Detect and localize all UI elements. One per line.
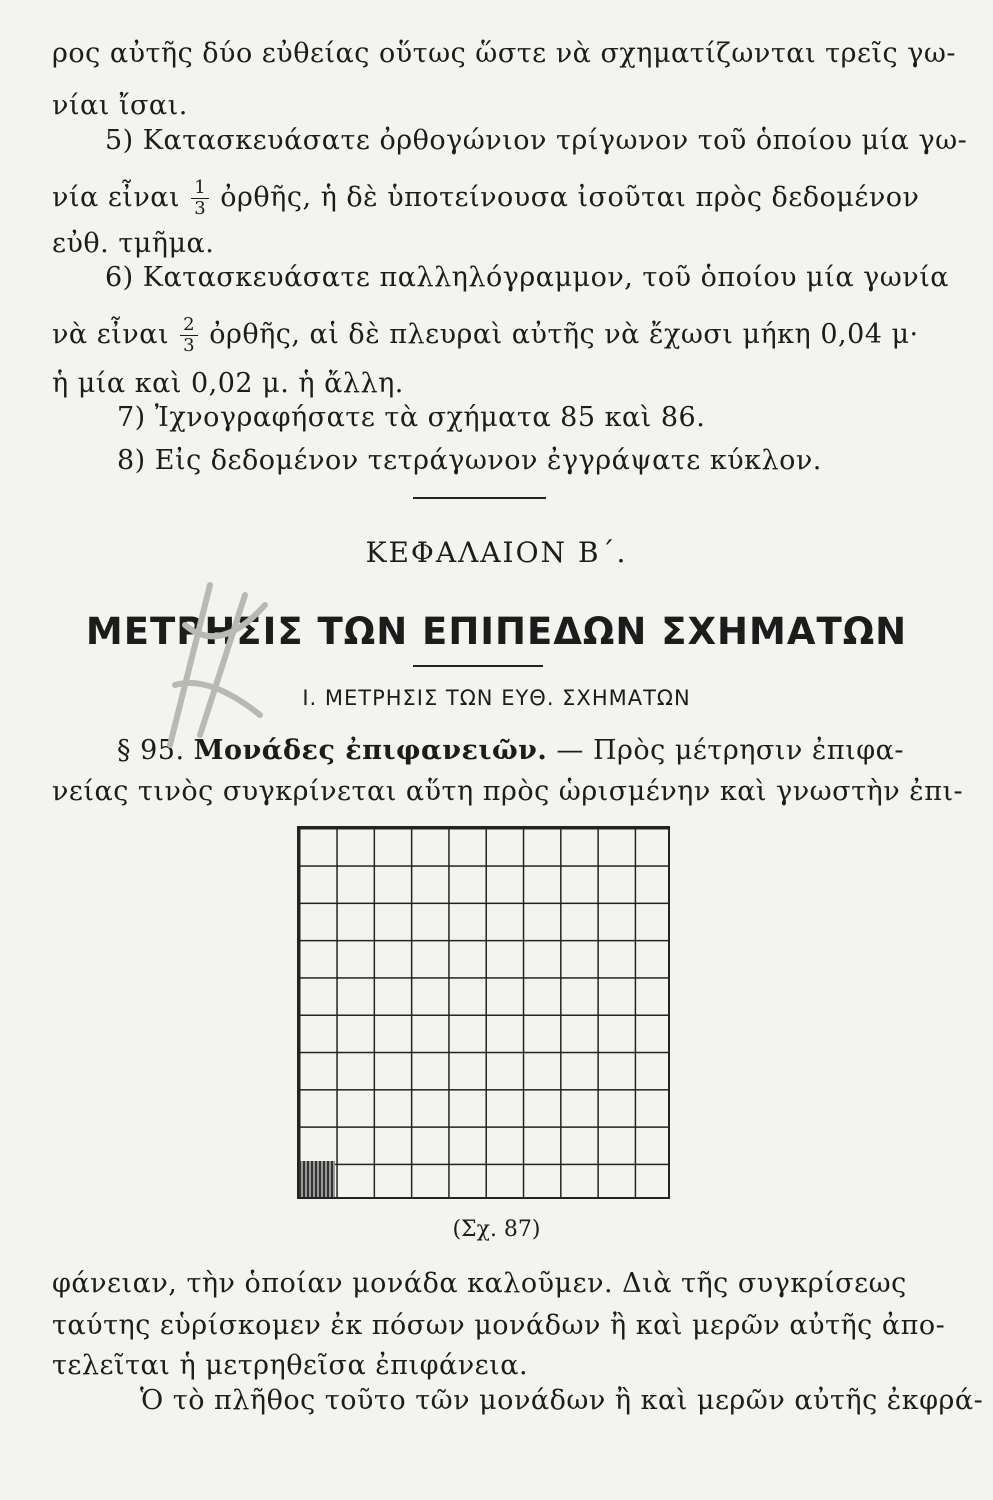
unit-square-grid-figure	[297, 826, 670, 1199]
fraction-denominator: 3	[183, 335, 196, 356]
section-title: Μονάδες ἐπιφανειῶν.	[193, 735, 548, 766]
fraction-numerator: 2	[180, 315, 198, 336]
text-line: τελεῖται ἡ μετρηθεῖσα ἐπιφάνεια.	[52, 1350, 529, 1381]
text-line: φάνειαν, τὴν ὁποίαν μονάδα καλοῦμεν. Διὰ τῆς συγκρίσεως	[52, 1268, 907, 1299]
main-title: ΜΕΤΡΗΣΙΣ ΤΩΝ ΕΠΙΠΕΔΩΝ ΣΧΗΜΑΤΩΝ	[85, 610, 908, 653]
text-line: Ὁ τὸ πλῆθος τοῦτο τῶν μονάδων ἢ καὶ μερῶν αὐτῆς ἐκφρά-	[140, 1385, 984, 1416]
chapter-heading: ΚΕΦΑΛΑΙΟΝ Β΄.	[365, 536, 628, 569]
text-line: ἡ μία καὶ 0,02 μ. ἡ ἄλλη.	[52, 368, 404, 399]
text-segment: ὀρθῆς, αἱ δὲ πλευραὶ αὐτῆς νὰ ἔχωσι μήκη 0,04 μ·	[209, 319, 919, 350]
subtitle: Ι. ΜΕΤΡΗΣΙΣ ΤΩΝ ΕΥΘ. ΣΧΗΜΑΤΩΝ	[302, 686, 691, 710]
exercise-6: 6) Κατασκευάσατε παλληλόγραμμον, τοῦ ὁποίου μία γωνία	[105, 262, 950, 293]
text-line: νείας τινὸς συγκρίνεται αὕτη πρὸς ὡρισμένην καὶ γνωστὴν ἐπι-	[52, 776, 964, 807]
text-line-with-fraction	[52, 178, 919, 219]
text-line: ταύτης εὑρίσκομεν ἐκ πόσων μονάδων ἢ καὶ μερῶν αὐτῆς ἀπο-	[52, 1310, 946, 1341]
fraction-two-thirds	[180, 315, 198, 356]
text-line: εὐθ. τμῆμα.	[52, 228, 215, 259]
section-number: § 95.	[117, 735, 185, 766]
text-line: νίαι ἴσαι.	[52, 90, 188, 121]
exercise-7: 7) Ἰχνογραφήσατε τὰ σχήματα 85 καὶ 86.	[117, 402, 706, 433]
text-line-with-fraction	[52, 315, 919, 356]
handwritten-signature-mark	[150, 565, 280, 755]
text-line: ρος αὐτῆς δύο εὐθείας οὕτως ὥστε νὰ σχηματίζωνται τρεῖς γω-	[52, 38, 957, 69]
fraction-numerator: 1	[191, 178, 209, 199]
text-segment: ὀρθῆς, ἡ δὲ ὑποτείνουσα ἰσοῦται πρὸς δεδομένον	[220, 182, 920, 213]
text-segment: — Πρὸς μέτρησιν ἐπιφα-	[556, 735, 904, 766]
text-segment: νία εἶναι	[52, 182, 181, 213]
divider	[413, 497, 546, 499]
unit-square-cell	[299, 1161, 335, 1197]
exercise-5: 5) Κατασκευάσατε ὀρθογώνιον τρίγωνον τοῦ ὁποίου μία γω-	[105, 125, 968, 156]
fraction-one-third	[191, 178, 209, 219]
text-segment: νὰ εἶναι	[52, 319, 170, 350]
figure-caption: (Σχ. 87)	[452, 1217, 541, 1242]
exercise-8: 8) Εἰς δεδομένον τετράγωνον ἐγγράψατε κύκλον.	[117, 445, 822, 476]
fraction-denominator: 3	[194, 198, 207, 219]
divider	[413, 665, 543, 667]
